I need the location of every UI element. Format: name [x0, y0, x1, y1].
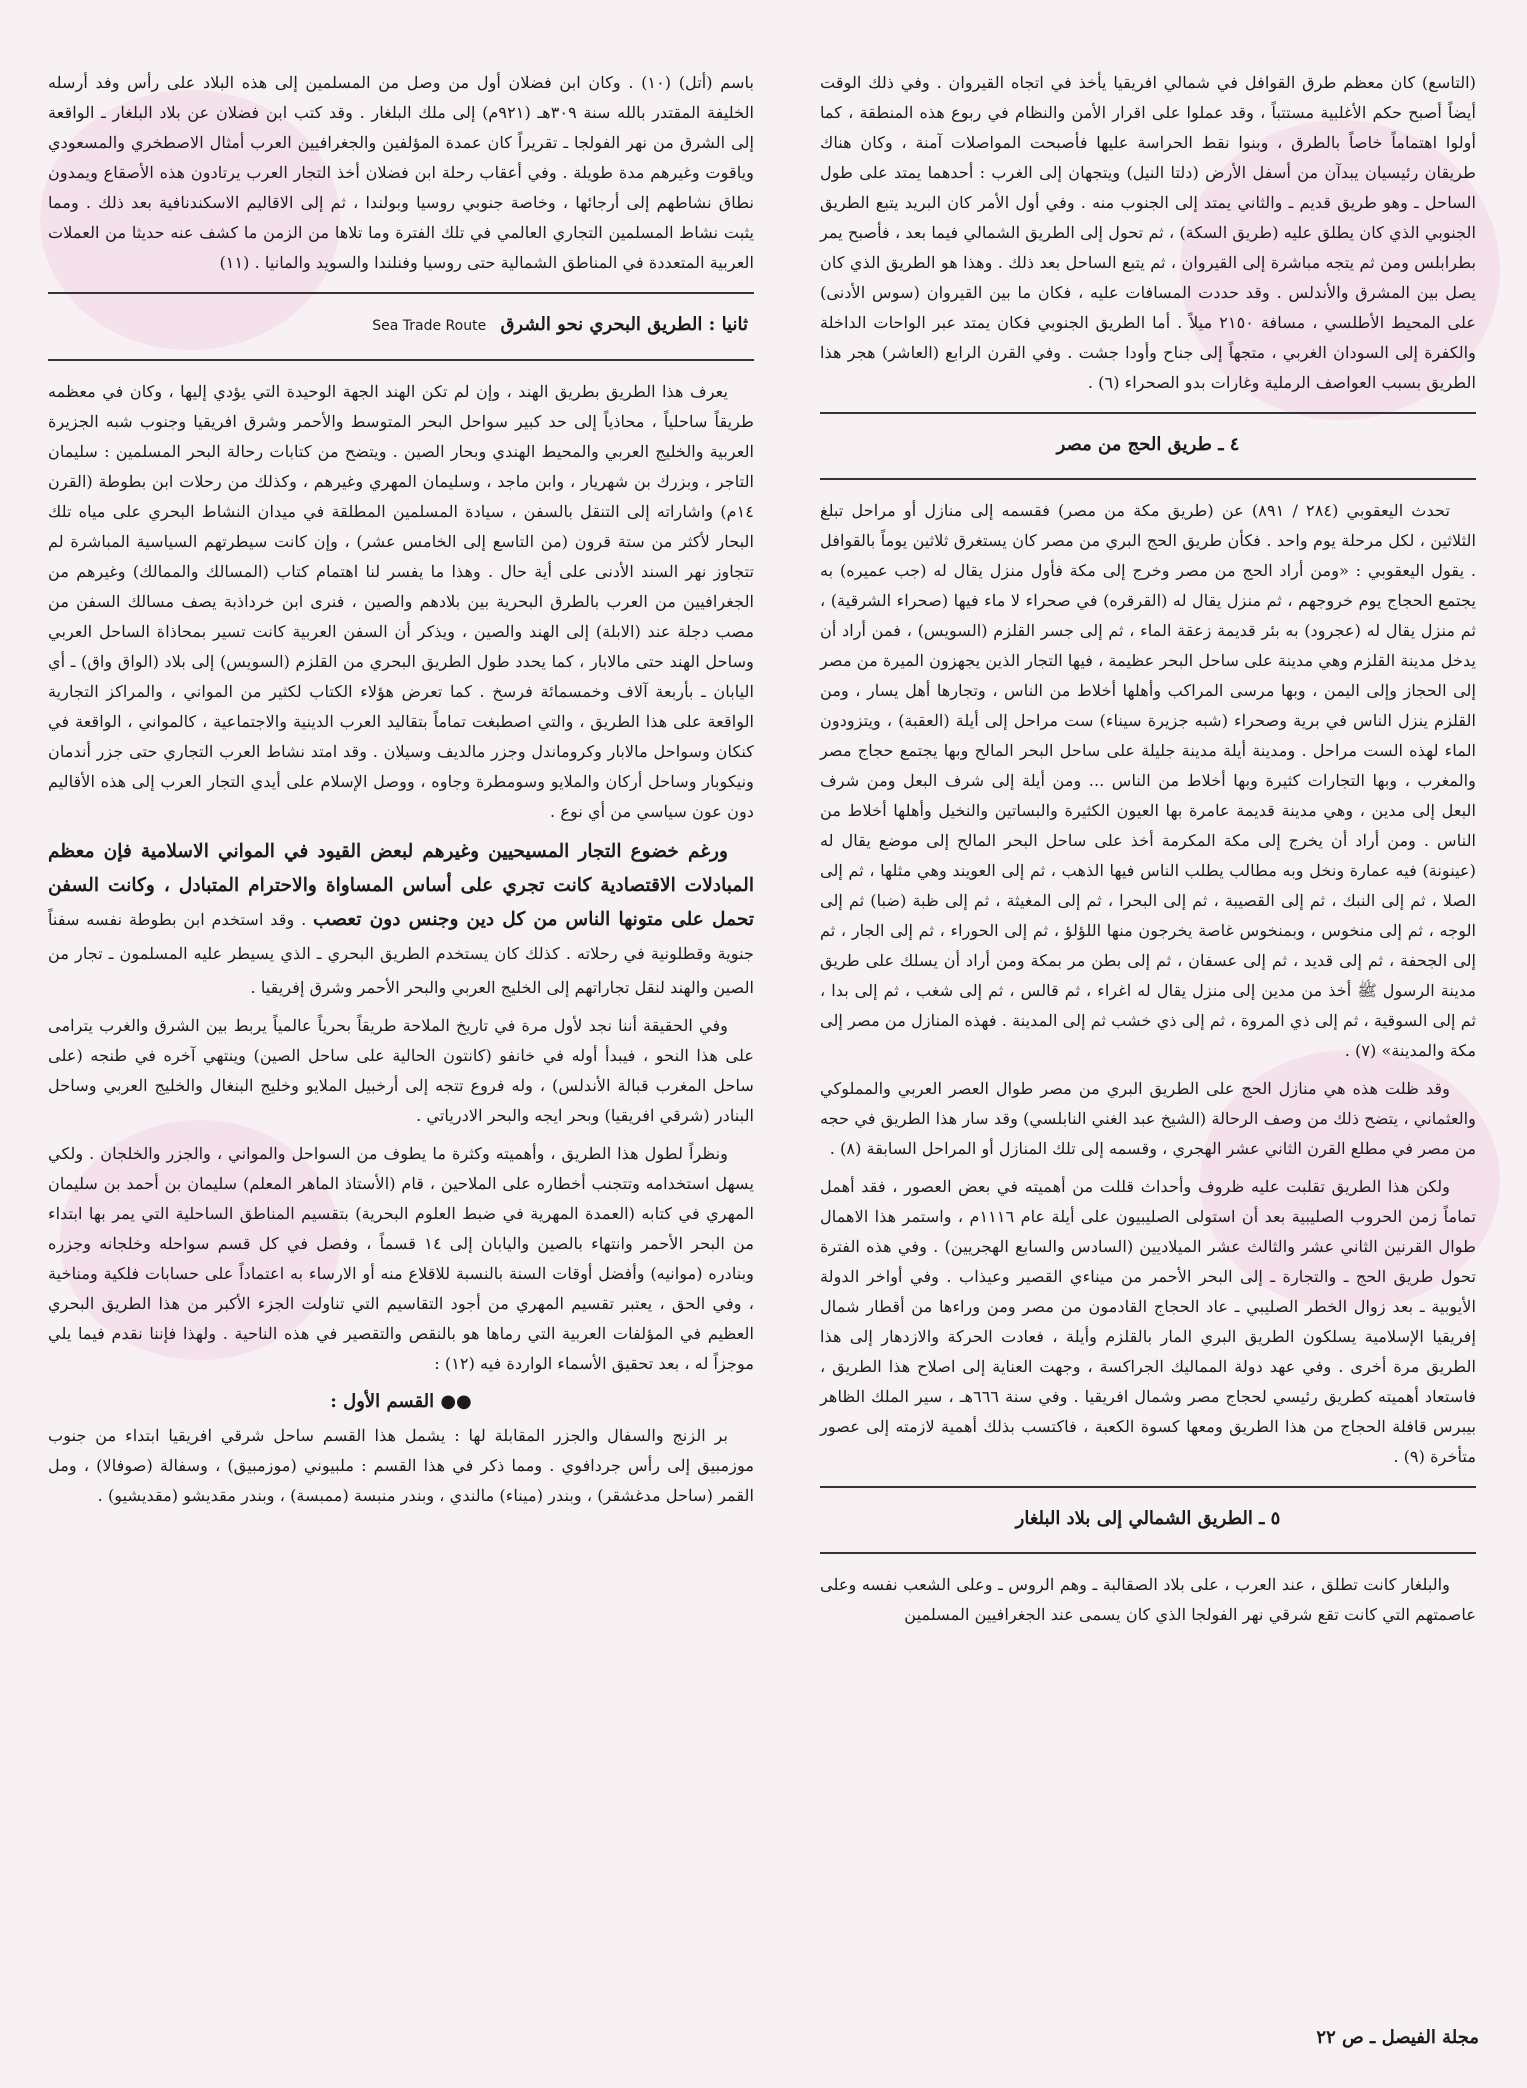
section4-paragraph-3: ولكن هذا الطريق تقلبت عليه ظروف وأحداث قللت من أهميته في بعض العصور ، فقد أهمل تماماً زمن الحروب الصليبية بعد أن استولى الصليبيون على أيلة عام ١١١٦م ، واستمر هذا الاهمال طوال القرنين الثاني عشر والثالث عشر الميلاديين (السادس والسابع الهجريين) . وفي هذه الفترة تحول طريق الحج ـ والتجارة ـ إلى البحر الأحمر من ميناءي القصير وعيذاب . وفي أواخر الدولة الأيوبية ـ بعد زوال الخطر الصليبي ـ عاد الحجاج القادمون من مصر ومن وراءها من أقطار شمال إفريقيا الإسلامية يسلكون الطريق البري المار بالقلزم وأيلة ، فعادت الحركة والازدهار إلى هذا الطريق مرة أخرى . وفي عهد دولة المماليك الجراكسة ، وجهت العناية إلى اصلاح هذا الطريق ، فاستعاد أهميته كطريق رئيسي لحجاج مصر وشمال افريقيا . وفي سنة ٦٦٦هـ ، سير الملك الظاهر بيبرس قافلة الحجاج من هذا الطريق ومعها كسوة الكعبة ، فاكتسب بذلك أهمية لازمته إلى عصور متأخرة (٩) .	[820, 1177, 1476, 1466]
section2-bold-tail: . وقد استخدم ابن بطوطة نفسه سفناً جنوية وقطلونية في رحلاته . كذلك كان يستخدم الطريق البحري ـ الذي يسيطر عليه المسلمون ـ تجار من الصين والهند لنقل تجاراتهم إلى الخليج العربي والبحر الأحمر وشرق إفريقيا .	[48, 910, 754, 997]
part1-paragraph-1: بر الزنج والسفال والجزر المقابلة لها : يشمل هذا القسم ساحل شرقي افريقيا ابتداء من جنوب موزمبيق إلى رأس جردافوي . ومما ذكر في هذا القسم : ملبيوني (موزمبيق) ، وسفالة (صوفالا) ، ومل القمر (ساحل مدغشقر) ، وبندر (ميناء) مالندي ، وبندر منبسة (ممبسة) ، وبندر مقديشو (مقديشيو) .	[48, 1426, 754, 1505]
section2-heading	[48, 310, 754, 341]
section2-paragraph-3: ونظراً لطول هذا الطريق ، وأهميته وكثرة ما يطوف من السواحل والمواني ، والجزر والخلجان . ولكي يسهل استخدامه وتتجنب أخطاره على الملاحين ، قام (الأستاذ الماهر المعلم) سليمان بن أحمد بن سليمان المهري في كتابه (العمدة المهرية في ضبط العلوم البحرية) بتقسيم المناطق الساحلية التي يمر بها ابتداء من البحر الأحمر وانتهاء بالصين واليابان إلى ١٤ قسماً ، وفصل في كل قسم سواحله وخلجانه وجزره وبنادره (موانيه) وأفضل أوقات السنة بالنسبة للاقلاع منه أو الارساء به اعتماداً على حسابات فلكية ومناخية ، وفي الحق ، يعتبر تقسيم المهري من أجود التقاسيم التي تناولت الجزء الأكبر من هذا الطريق البحري العظيم في المؤلفات العربية التي رماها هو بالنقص والتقصير في هذه الناحية . ولهذا فإننا نقدم فيما يلي موجزاً له ، بعد تحقيق الأسماء الواردة فيه (١٢) :	[48, 1144, 754, 1373]
section2-title: ثانيا : الطريق البحري نحو الشرق	[500, 314, 748, 335]
section2-paragraph-1: يعرف هذا الطريق بطريق الهند ، وإن لم تكن الهند الجهة الوحيدة التي يؤدي إليها ، وكان في معظمه طريقاً ساحلياً ، محاذياً إلى حد كبير سواحل البحر المتوسط والأحمر وشرق افريقيا وجنوب شبه الجزيرة العربية والخليج العربي والمحيط الهندي وبحار الصين . ويتضح من كتابات رحالة البحر المسلمين : سليمان التاجر ، وبزرك بن شهريار ، وابن ماجد ، وسليمان المهري وغيرهم ، وكذلك من رحلات ابن بطوطة (القرن ١٤م) واشاراته إلى التنقل بالسفن ، سيادة المسلمين المطلقة في ميدان النشاط البحري على مياه تلك البحار لأكثر من ستة قرون (من التاسع إلى الخامس عشر) ، وإن كانت سيطرتهم السياسية المباشرة لم تتجاوز نهر السند الأدنى على أية حال . وهذا ما يفسر لنا اهتمام كتاب (المسالك والممالك) وغيرهم من الجغرافيين من العرب بالطرق البحرية بين بلادهم والصين ، فنرى ابن خرداذبة يصف مسالك السفن من مصب دجلة عند (الابلة) إلى الهند والصين ، ويذكر أن السفن العربية كانت تسير بمحاذاة الساحل العربي وساحل الهند حتى مالابار ، كما يحدد طول الطريق البحري من القلزم (السويس) إلى بلاد (الواق واق) ـ أي اليابان ـ بأربعة آلاف وخمسمائة فرسخ . كما تعرض هؤلاء الكتاب لكثير من المواني ، والمراكز التجارية الواقعة على هذا الطريق ، والتي اصطبغت تماماً بتقاليد العرب الدينية والاجتماعية ، كالمواني ، الواقعة في كنكان وسواحل مالابار وكروماندل وجزر مالديف وسيلان . وقد امتد نشاط العرب التجاري حتى جزر أندمان ونيكوبار وساحل أركان والملايو وسومطرة وجاوه ، ووصل الإسلام على أيدي التجار العرب إلى هذه الأقاليم دون عون سياسي من أي نوع .	[48, 382, 754, 821]
right-column	[820, 68, 1476, 1638]
section5-title: ٥ ـ الطريق الشمالي إلى بلاد البلغار	[1015, 1508, 1281, 1529]
section2-bold-paragraph	[48, 835, 754, 1005]
left-intro-paragraph: باسم (أتل) (١٠) . وكان ابن فضلان أول من وصل من المسلمين إلى هذه البلاد على رأس وفد أرسله الخليفة المقتدر بالله سنة ٣٠٩هـ (٩٢١م) إلى ملك البلغار . وقد كتب ابن فضلان عن بلاد البلغار ـ الواقعة إلى الشرق من نهر الفولجا ـ تقريراً كان عمدة المؤلفين والجغرافيين العرب أمثال الاصطخري والمسعودي وياقوت وغيرهم مدة طويلة . وفي أعقاب رحلة ابن فضلان أخذ التجار العرب يرتادون هذه الأصقاع ويمدون نطاق نشاطهم إلى أرجائها ، وخاصة جنوبي روسيا وبولندا ، ثم إلى الاقاليم الاسكندنافية بعد ذلك . ومما يثبت نشاط المسلمين التجاري العالمي في تلك الفترة وما تلاها من الزمن ما كشف عنه حديثا من العملات العربية المتعددة في المناطق الشمالية حتى روسيا وفنلندا والسويد والمانيا . (١١)	[48, 73, 754, 272]
section4-paragraph-1: تحدث اليعقوبي (٢٨٤ / ٨٩١) عن (طريق مكة من مصر) فقسمه إلى منازل أو مراحل تبلغ الثلاثين ، لكل مرحلة يوم واحد . فكأن طريق الحج البري من مصر كان يستغرق ثلاثين يوماً بالقوافل . يقول اليعقوبي : «ومن أراد الحج من مصر وخرج إلى مكة فأول منزل يقال له (جب عميره) به يجتمع الحجاج يوم خروجهم ، ثم منزل يقال له (القرقره) في صحراء لا ماء فيها (صحراء الشرقية) ، ثم منزل يقال له (عجرود) به بئر قديمة زعقة الماء ، ثم إلى جسر القلزم (السويس) ، فمن أراد أن يدخل مدينة القلزم وهي مدينة على ساحل البحر عظيمة ، فيها التجار الذين يجهزون الميرة من مصر إلى الحجاز وإلى اليمن ، وبها مرسى المراكب وأهلها أخلاط من الناس ، وتجارها أهل يسار ، ومن القلزم ينزل الناس في برية وصحراء (شبه جزيرة سيناء) ست مراحل إلى أيلة (العقبة) ، ويتزودون الماء لهذه الست مراحل . ومدينة أيلة مدينة جليلة على ساحل البحر المالح وبها يجتمع حجاج مصر والمغرب ، وبها التجارات كثيرة وبها أخلاط من الناس ... ومن أيلة إلى شرف البعل ومن شرف البعل إلى مدين ، وهي مدينة قديمة عامرة بها العيون الكثيرة والبساتين والنخيل وأهلها أخلاط من الناس . ومن أراد أن يخرج إلى مكة المكرمة أخذ على ساحل البحر المالح إلى موضع يقال له (عينونة) فيه عمارة ونخل وبه مطالب يطلب الناس فيها الذهب ، ثم إلى العويند وهي مثلها ، ثم إلى الصلا ، ثم إلى النبك ، ثم إلى القصيبة ، ثم إلى البحرا ، ثم إلى المغيثة ، ثم إلى ظبة (ضبا) ثم إلى الوجه ، ثم إلى منخوس ، وبمنخوس غاصة يخرجون منها اللؤلؤ ، ثم إلى الحوراء ، ثم إلى الجار ، ثم إلى الجحفة ، ثم إلى قديد ، ثم إلى عسفان ، ثم إلى بطن مر بمكة ومن أراد أن يسلك على طريق مدينة الرسول ﷺ أخذ من مدين إلى منزل يقال له اغراء ، ثم قالس ، ثم إلى شغب ، ثم إلى بدا ، ثم إلى السوقية ، ثم إلى ذي المروة ، ثم إلى ذي خشب ثم إلى المدينة . فهذه المنازل من مصر إلى مكة والمدينة» (٧) .	[820, 501, 1476, 1060]
section4-rule-bottom	[820, 478, 1476, 480]
section2-bold-text: ورغم خضوع التجار المسيحيين وغيرهم لبعض القيود في المواني الاسلامية فإن معظم المبادلات الاقتصادية كانت تجري على أساس المساواة والاحترام المتبادل ، وكانت السفن تحمل على متونها الناس من كل دين وجنس دون تعصب	[48, 841, 755, 930]
section4-title: ٤ ـ طريق الحج من مصر	[1056, 434, 1240, 455]
section4-rule-top	[820, 412, 1476, 414]
page-footer: مجلة الفيصل ـ ص ٢٢	[1316, 2027, 1479, 2048]
section2-rule-top	[48, 292, 754, 294]
left-column	[48, 68, 754, 1519]
right-intro-paragraph: (التاسع) كان معظم طرق القوافل في شمالي افريقيا يأخذ في اتجاه القيروان . وفي ذلك الوقت أيضاً أصبح حكم الأغلبية مستتباً ، وقد عملوا على اقرار الأمن والنظام في ربوع هذه المنطقة ، كما أولوا اهتماماً خاصاً بالطرق ، وبنوا نقط الحراسة عليها فأصبحت المواصلات آمنة ، وكان هناك طريقان رئيسيان يبدآن من أسفل الأرض (دلتا النيل) ويتجهان إلى الغرب : أحدهما يمتد على طول الساحل ـ وهو طريق قديم ـ والثاني يمتد إلى الجنوب منه . وفي أول الأمر كان البريد يتبع الطريق الجنوبي الذي كان يطلق عليه (طريق السكة) ، ثم تحول إلى الطريق الشمالي فيما بعد ، فأصبح يمر بطرابلس ومن ثم يتجه مباشرة إلى القيروان ، ثم يتبع الساحل بعد ذلك . وهذا هو الطريق الذي كان يصل بين المشرق والأندلس . وقد حددت المسافات عليه ، فكان ما بين القيروان (سوس الأدنى) على المحيط الأطلسي ، مسافة ٢١٥٠ ميلاً . أما الطريق الجنوبي فكان يمتد عبر الواحات الداخلة والكفرة إلى السودان الغربي ، متجهاً إلى جناح وأودا جشت . وفي القرن الرابع (العاشر) هجر هذا الطريق بسبب العواصف الرملية وغارات بدو الصحراء (٦) .	[820, 73, 1476, 392]
section2-rule-bottom	[48, 359, 754, 361]
section5-paragraph-1: والبلغار كانت تطلق ، عند العرب ، على بلاد الصقالبة ـ وهم الروس ـ وعلى الشعب نفسه وعلى عاصمتهم التي كانت تقع شرقي نهر الفولجا الذي كان يسمى عند الجغرافيين المسلمين	[820, 1575, 1476, 1624]
section5-rule-top	[820, 1486, 1476, 1488]
section2-paragraph-2: وفي الحقيقة أننا نجد لأول مرة في تاريخ الملاحة طريقاً بحرياً عالمياً يربط بين الشرق والغرب يترامى على هذا النحو ، فيبدأ أوله في خانفو (كانتون الحالية على ساحل الصين) وينتهي آخره في طنجه (على ساحل المغرب قبالة الأندلس) ، وله فروع تتجه إلى أرخبيل الملايو وخليج البنغال والخليج العربي وساحل البنادر (شرقي افريقيا) وبحر ايجه والبحر الادرياتي .	[48, 1016, 754, 1125]
section4-paragraph-2: وقد ظلت هذه هي منازل الحج على الطريق البري من مصر طوال العصر العربي والمملوكي والعثماني ، يتضح ذلك من وصف الرحالة (الشيخ عبد الغني النابلسي) وقد سار هذا الطريق في حجه من مصر في مطلع القرن الثاني عشر الهجري ، وقسمه إلى تلك المنازل أو المراحل السابقة (٨) .	[820, 1079, 1476, 1158]
part1-title: ●● القسم الأول :	[330, 1391, 472, 1412]
section2-title-english: Sea Trade Route	[372, 318, 487, 334]
section5-rule-bottom	[820, 1552, 1476, 1554]
